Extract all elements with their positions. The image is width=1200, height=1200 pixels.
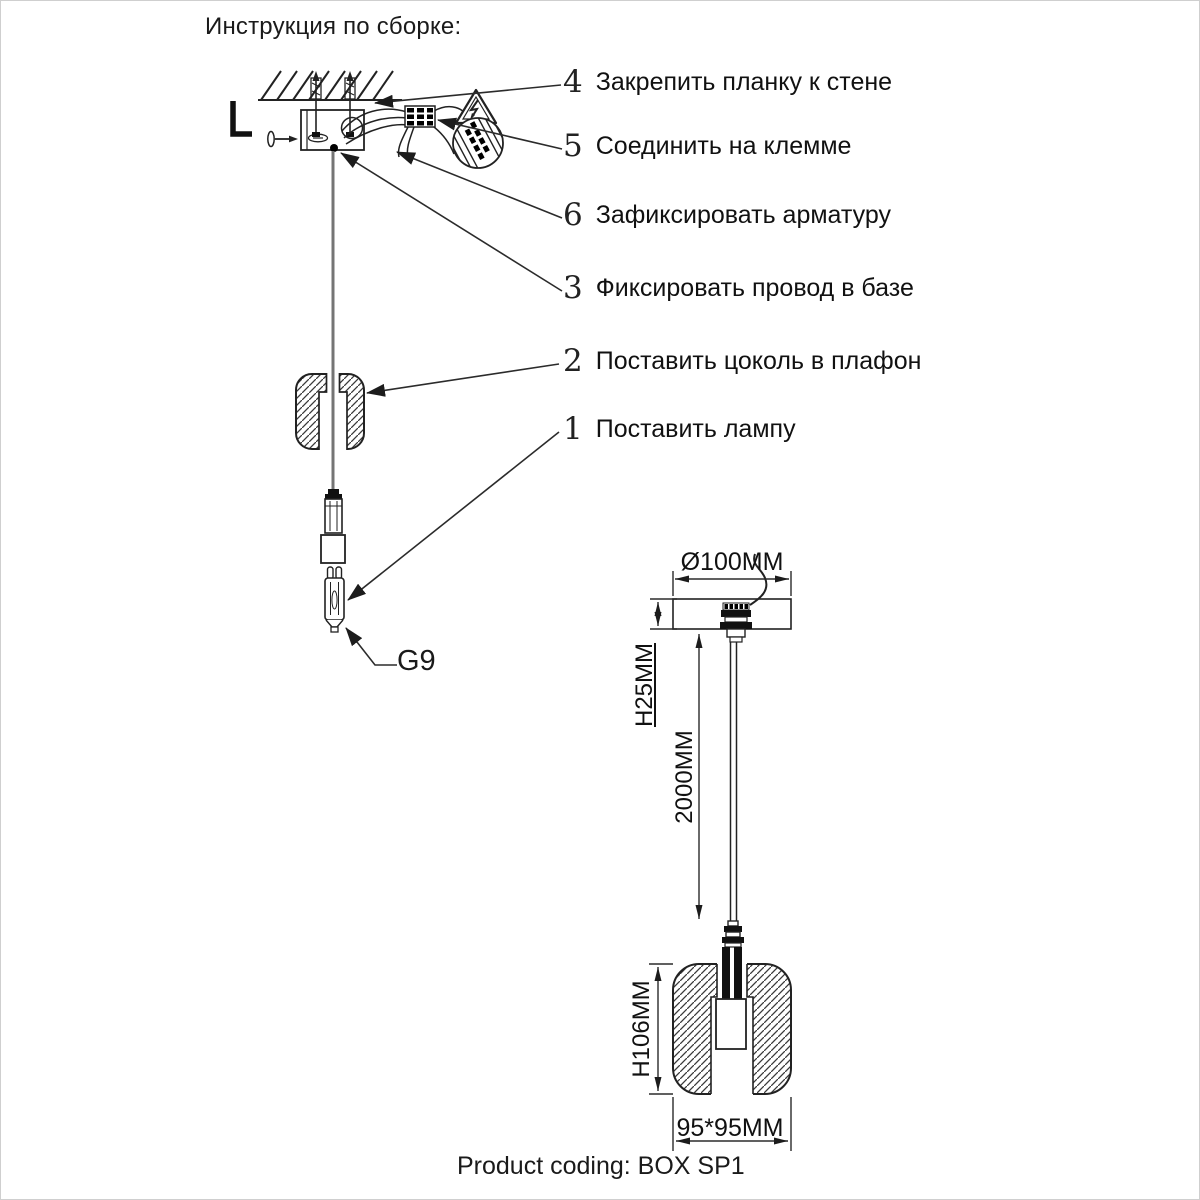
product-coding: Product coding: BOX SP1 bbox=[457, 1152, 745, 1180]
dimension-canopy-height: H25MM bbox=[631, 642, 658, 728]
leader-lines bbox=[341, 85, 562, 665]
lampshade-main bbox=[296, 372, 364, 491]
lampshade-right bbox=[673, 947, 791, 1096]
step-number: 4 bbox=[563, 64, 583, 100]
step-label: Зафиксировать арматуру bbox=[595, 200, 891, 229]
instruction-step-6 bbox=[563, 197, 891, 233]
step-label: Фиксировать провод в базе bbox=[595, 273, 914, 302]
page-title: Инструкция по сборке: bbox=[205, 13, 462, 40]
instruction-step-4 bbox=[563, 64, 893, 100]
dimension-cord-length: 2000MM bbox=[671, 730, 698, 824]
side-screw bbox=[268, 132, 298, 147]
step-number: 1 bbox=[563, 411, 583, 447]
ceiling-hatch bbox=[258, 71, 402, 100]
instruction-step-5 bbox=[563, 128, 852, 164]
step-number: 3 bbox=[563, 270, 583, 306]
step-number: 2 bbox=[563, 343, 583, 379]
dimension-shade-base: 95*95MM bbox=[676, 1114, 784, 1142]
socket-right bbox=[722, 921, 744, 947]
step-label: Поставить лампу bbox=[595, 414, 796, 443]
assembly-diagram-svg bbox=[1, 1, 1200, 1200]
step-label: Соединить на клемме bbox=[595, 131, 852, 160]
instruction-step-1 bbox=[563, 411, 796, 447]
step-number: 6 bbox=[563, 197, 583, 233]
cord-right bbox=[731, 642, 737, 921]
socket-main bbox=[321, 489, 345, 563]
step-number: 5 bbox=[563, 128, 583, 164]
terminal-block bbox=[405, 106, 435, 127]
instruction-step-3 bbox=[563, 270, 914, 306]
instruction-step-2 bbox=[563, 343, 922, 379]
step-label: Закрепить планку к стене bbox=[595, 67, 893, 96]
mounting-bracket bbox=[301, 110, 364, 152]
bulb-type-label: G9 bbox=[397, 645, 436, 677]
dimension-canopy-diameter: Ø100MM bbox=[680, 548, 784, 576]
dimension-shade-height: H106MM bbox=[628, 980, 655, 1078]
g9-bulb bbox=[325, 567, 344, 632]
hex-key-icon bbox=[233, 101, 252, 134]
step-label: Поставить цоколь в плафон bbox=[595, 346, 922, 375]
